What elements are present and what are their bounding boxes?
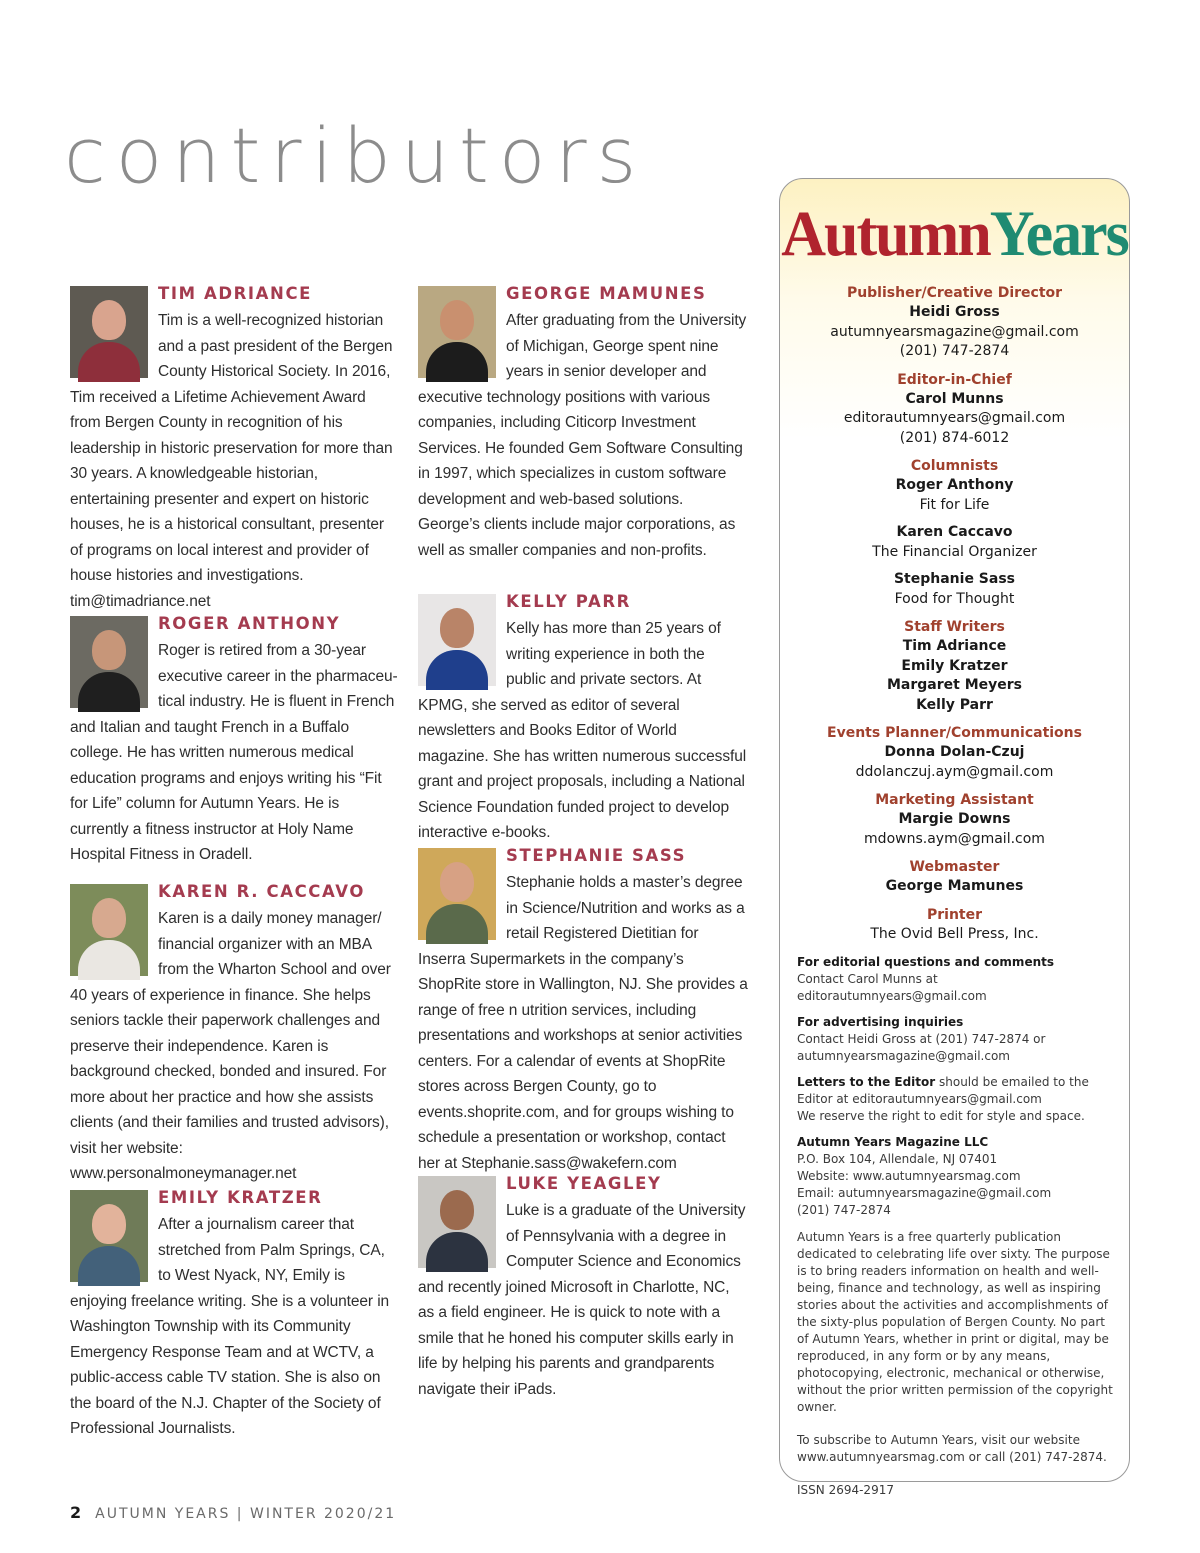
info-heading: Autumn Years Magazine LLC [797, 1135, 989, 1149]
contributor-name: TIM ADRIANCE [158, 284, 313, 303]
contributor-text: After graduating from the University of Michigan, George spent nine years in senior developer and executive technology positions with various companies, including Citicorp Investment Services. He founded Gem Software Consulting in 1997, which specializes in custom software development and web-based solutions. George’s clients include major corporations, as well as smaller companies and non-profits. [418, 312, 747, 559]
contributor-name: EMILY KRATZER [158, 1188, 323, 1207]
contributor-photo [70, 1190, 148, 1282]
contributor-text: Tim is a well-recognized historian and a past president of the Bergen County Historical Society. In 2016, Tim received a Lifetime Achievement Award from Bergen County in recognition of his leadership in historic preservation for more than 30 years. A knowledgeable historian, entertaining presenter and expert on historic houses, he is a historical consultant, presenter of programs on local interest and provider of house histories and investigations. tim@timadriance.net [70, 312, 393, 610]
info-line: Email: autumnyearsmagazine@gmail.com [797, 1186, 1052, 1200]
masthead-block [780, 523, 1129, 562]
info-block [797, 954, 1113, 1005]
contributor-bio [70, 612, 400, 868]
contributor-text: Roger is retired from a 30-year executive career in the pharmaceutical industry. He is fluent in French and Italian and taught French in a Buffalo college. He has written numerous medical education programs and enjoys writing his “Fit for Life” column for Autumn Years. He is currently a fitness instructor at Holy Name Hospital Fitness in Oradell. [70, 642, 398, 863]
info-heading-line [797, 1074, 1113, 1091]
masthead-person: Stephanie Sass [893, 571, 1016, 587]
contributors-right-column [418, 282, 748, 1402]
masthead-role: Webmaster [909, 859, 1000, 875]
contributor-bio [418, 590, 748, 841]
masthead-role: Columnists [910, 458, 999, 474]
info-line: Contact Heidi Gross at (201) 747-2874 or [797, 1032, 1046, 1046]
masthead-block [780, 456, 1129, 515]
masthead-person: George Mamunes [885, 878, 1024, 894]
info-heading-line [797, 1014, 1113, 1031]
contributor-name: KELLY PARR [506, 592, 631, 611]
issn: ISSN 2694-2917 [797, 1483, 894, 1497]
footer-text: AUTUMN YEARS | WINTER 2020/21 [95, 1506, 397, 1522]
autumn-years-logo [780, 197, 1129, 271]
contributor-photo [418, 286, 496, 378]
masthead-block [780, 283, 1129, 362]
contributor-bio [70, 880, 400, 1182]
contributor-photo [418, 1176, 496, 1268]
page-number: 2 [70, 1503, 82, 1522]
masthead-sidebar [779, 178, 1130, 1497]
contributor-text: Stephanie holds a master’s degree in Science/Nutrition and works as a retail Registered Dietitian for Inserra Supermarkets in the company’s ShopRite store in Wallington, NJ. She provides a range of free n utrition services, including presentations and workshops at senior activities centers. For a calendar of events at ShopRite stores across Bergen County, go to events.shoprite.com, and for groups wishing to schedule a presentation or workshop, contact her at Stephanie.sass@wakefern.com [418, 874, 748, 1172]
masthead-role: Events Planner/Communications [827, 725, 1082, 741]
masthead-person: Margaret Meyers [886, 677, 1022, 693]
masthead-person: Kelly Parr [916, 696, 993, 713]
contributor-bio [418, 844, 748, 1172]
logo-autumn: Autumn [781, 198, 990, 270]
info-line: P.O. Box 104, Allendale, NJ 07401 [797, 1152, 998, 1166]
info-blocks [797, 954, 1113, 1219]
masthead-person: Margie Downs [898, 811, 1011, 827]
page-footer [70, 1503, 396, 1522]
contributor-text: Kelly has more than 25 years of writing experience in both the public and private sectors. At KPMG, she served as editor of several newsletters and Books Editor of World magazine. She has written numerous successful grant and project proposals, including a National Science Foundation funded project to develop interactive e-books. [418, 620, 747, 841]
masthead-role: Editor-in-Chief [897, 371, 1012, 388]
contributor-bio [70, 282, 400, 610]
masthead-person: Roger Anthony [895, 477, 1014, 493]
info-line: (201) 747-2874 [797, 1203, 891, 1217]
contributor-photo [70, 884, 148, 976]
masthead-block [780, 570, 1129, 609]
info-block [797, 1134, 1113, 1219]
contributor-bio [418, 282, 748, 582]
contributors-left-column [70, 282, 400, 1442]
masthead-detail: mdowns.aym@gmail.com [864, 830, 1045, 847]
masthead-detail: ddolanczuj.aym@gmail.com [855, 763, 1054, 780]
masthead-person: Carol Munns [905, 390, 1004, 407]
masthead-list [780, 283, 1129, 944]
info-line: autumnyearsmagazine@gmail.com [797, 1049, 1010, 1063]
contributor-name: GEORGE MAMUNES [506, 284, 707, 303]
contributor-photo [70, 616, 148, 708]
contributor-text: Luke is a graduate of the University of Pennsylvania with a degree in Computer Science and Economics and recently joined Microsoft in Charlotte, NC, as a field engineer. He is quick to note with a smile that he honed his computer skills early in life by helping his parents and grandparents navigate their iPads. [418, 1202, 746, 1398]
masthead-detail: The Ovid Bell Press, Inc. [870, 925, 1039, 942]
masthead-detail: Food for Thought [894, 590, 1015, 607]
info-line: Contact Carol Munns at editorautumnyears@gmail.com [797, 972, 987, 1003]
contributor-bio [70, 1186, 400, 1442]
contributor-name: STEPHANIE SASS [506, 846, 687, 865]
masthead-block [780, 370, 1129, 449]
contributor-text: Karen is a daily money manager/ financial organizer with an MBA from the Wharton School and over 40 years of experience in finance. She helps seniors tackle their paperwork challenges and preserve their independence. Karen is background checked, bonded and insured. For more about her practice and how she assists clients (and their families and trusted advisors), visit her website: www.personalmoneymanager.net [70, 910, 391, 1182]
logo-years: Years [989, 198, 1128, 270]
contributor-name: ROGER ANTHONY [158, 614, 341, 633]
contributor-text: After a journalism career that stretched from Palm Springs, CA, to West Nyack, NY, Emily is enjoying freelance writing. She is a volunteer in Washington Township with its Community Emergency Response Team and at WCTV, a public-access cable TV station. She is also on the board of the N.J. Chapter of the Society of Professional Journalists. [70, 1216, 390, 1437]
info-line: Editor at editorautumnyears@gmail.com [797, 1092, 1042, 1106]
info-heading-suffix: should be emailed to the [935, 1075, 1089, 1089]
masthead-person: Emily Kratzer [901, 657, 1008, 674]
contributor-name: KAREN R. CACCAVO [158, 882, 365, 901]
masthead-person: Tim Adriance [902, 638, 1007, 654]
contributor-photo [418, 594, 496, 686]
info-line: We reserve the right to edit for style and space. [797, 1109, 1085, 1123]
contributor-bio [418, 1172, 748, 1402]
info-heading-line [797, 1134, 1113, 1151]
masthead-detail: The Financial Organizer [872, 543, 1037, 560]
subscribe-text: To subscribe to Autumn Years, visit our website www.autumnyearsmag.com or call (201) 747-2874. [797, 1433, 1107, 1464]
masthead-detail: autumnyearsmagazine@gmail.com [830, 323, 1079, 340]
masthead-block [780, 857, 1129, 897]
masthead-detail: (201) 747-2874 [899, 343, 1010, 359]
masthead-detail: (201) 874-6012 [899, 429, 1010, 446]
masthead-block [780, 905, 1129, 945]
masthead-block [780, 617, 1129, 715]
masthead-detail: editorautumnyears@gmail.com [843, 410, 1066, 426]
contributor-name: LUKE YEAGLEY [506, 1174, 662, 1193]
contributor-photo [70, 286, 148, 378]
info-heading-line [797, 954, 1113, 971]
masthead-info [780, 954, 1129, 1499]
masthead-role: Marketing Assistant [875, 792, 1034, 808]
masthead-person: Donna Dolan-Czuj [884, 744, 1025, 760]
about-text: Autumn Years is a free quarterly publication dedicated to celebrating life over sixty. The purpose is to bring readers information on health and well-being, finance and technology, as well as inspiring stories about the activities and accomplishments of the sixty-plus population of Bergen County. No part of Autumn Years, whether in print or digital, may be reproduced, in any form or by any means, photocopying, electronic, mechanical or otherwise, without the prior written permission of the copyright owner. [797, 1230, 1113, 1414]
contributor-photo [418, 848, 496, 940]
info-heading: For advertising inquiries [797, 1015, 964, 1029]
info-heading: For editorial questions and comments [797, 955, 1054, 969]
masthead-person: Karen Caccavo [896, 524, 1013, 540]
page-title: contributors [64, 111, 647, 200]
masthead-block [780, 723, 1129, 782]
masthead-role: Publisher/Creative Director [846, 285, 1063, 301]
info-block [797, 1014, 1113, 1065]
info-heading: Letters to the Editor [797, 1075, 936, 1089]
masthead-detail: Fit for Life [919, 496, 990, 513]
masthead-role: Printer [926, 906, 983, 923]
masthead-role: Staff Writers [904, 619, 1005, 635]
info-line: Website: www.autumnyearsmag.com [797, 1169, 1021, 1183]
masthead-block [780, 790, 1129, 849]
info-block [797, 1074, 1113, 1125]
masthead-person: Heidi Gross [909, 304, 1000, 320]
